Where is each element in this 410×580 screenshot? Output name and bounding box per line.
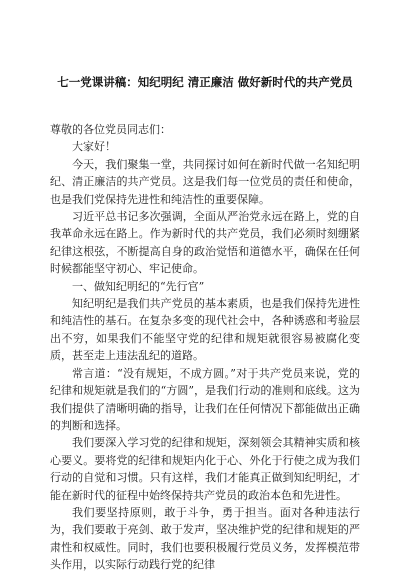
paragraph: 知纪明纪是我们共产党员的基本素质，也是我们保持先进性和纯洁性的基石。在复杂多变的现代社会中，各种诱惑和考验层出不穷，如果我们不能坚守党的纪律和规矩就很容易被腐化变质，甚至走上违法乱纪的道路。 — [50, 297, 360, 363]
paragraph: 习近平总书记多次强调，全面从严治党永远在路上，党的自我革命永远在路上。作为新时代的共产党员，我们必须时刻绷紧纪律这根弦，不断提高自身的政治觉悟和道德水平，确保在任何时候都能坚守初心、牢记使命。 — [50, 210, 360, 276]
paragraph: 我们要坚持原则，敢于斗争，勇于担当。面对各种违法行为，我们要敢于亮剑、敢于发声，坚决维护党的纪律和规矩的严肃性和权威性。同时，我们也要积极履行党员义务，发挥模范带头作用，以实际行动践行党的纪律 — [50, 505, 360, 572]
paragraph: 我们要深入学习党的纪律和规矩，深刻领会其精神实质和核心要义。要将党的纪律和规矩内化于心、外化于行使之成为我们行动的自觉和习惯。只有这样，我们才能真正做到知纪明纪，才能在新时代的征程中始终保持共产党员的政治本色和先进性。 — [50, 436, 360, 502]
document-title: 七一党课讲稿：知纪明纪 清正廉洁 做好新时代的共产党员 — [57, 75, 353, 89]
section-heading: 一、做知纪明纪的“先行官” — [72, 279, 205, 293]
paragraph: 今天，我们聚集一堂，共同探讨如何在新时代做一名知纪明纪、清正廉洁的共产党员。这是我们每一位党员的责任和使命，也是我们党保持先进性和纯洁性的重要保障。 — [50, 157, 360, 206]
paragraph: 常言道：“没有规矩，不成方圆。”对于共产党员来说，党的纪律和规矩就是我们的“方圆”，是我们行动的准则和底线。这为我们提供了清晰明确的指导，让我们在任何情况下都能做出正确的判断和选择。 — [50, 366, 360, 432]
salutation: 尊敬的各位党员同志们： — [50, 123, 171, 136]
paragraph: 大家好！ — [72, 140, 116, 154]
document-body — [50, 121, 360, 574]
